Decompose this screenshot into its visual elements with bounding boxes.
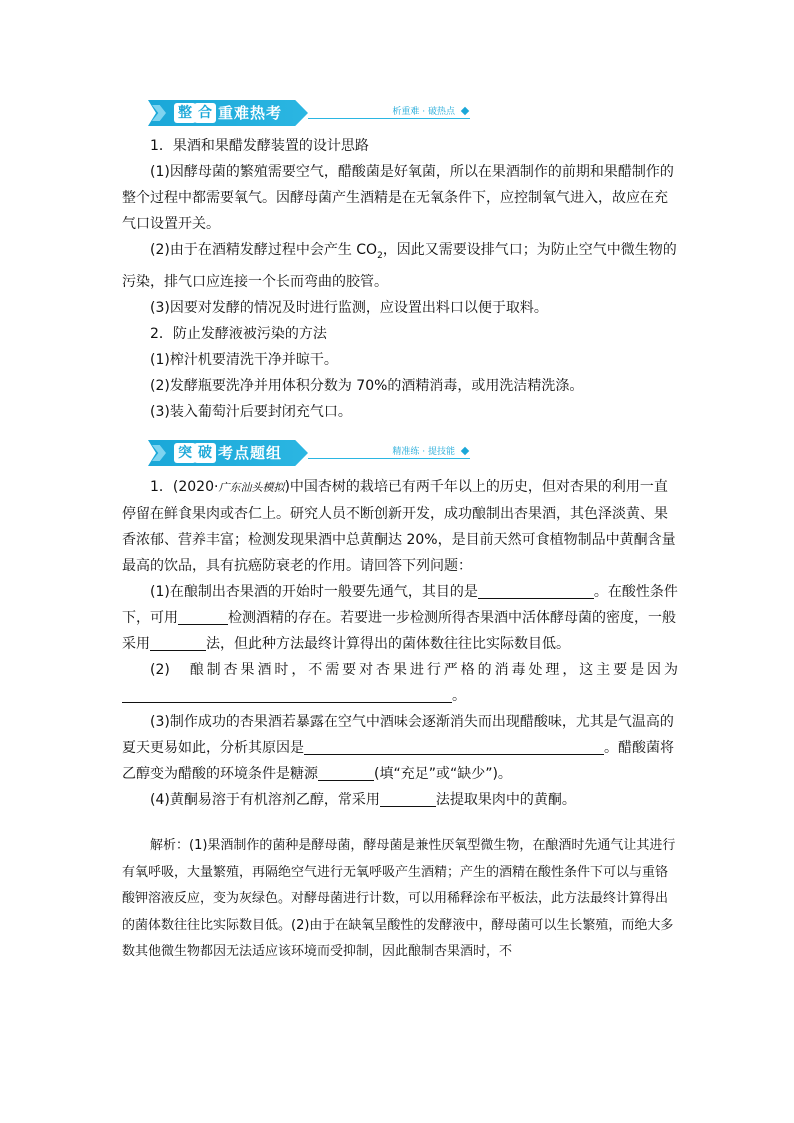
banner-char-1: 整 xyxy=(174,103,196,123)
question-part-4: (4)黄酮易溶于有机溶剂乙醇，常采用 法提取果肉中的黄酮。 xyxy=(122,787,678,813)
banner-char-1: 突 xyxy=(174,443,196,463)
answer-blank-7[interactable] xyxy=(380,789,436,807)
heading-1: 1．果酒和果醋发酵装置的设计思路 xyxy=(150,138,369,154)
paragraph-3: (3)因要对发酵的情况及时进行监测，应设置出料口以便于取料。 xyxy=(150,299,548,316)
question-part-2: (2) 酿制杏果酒时，不需要对杏果进行严格的消毒处理，这主要是因为 xyxy=(150,662,678,678)
banner-char-2: 破 xyxy=(194,443,216,463)
question-part-3: (3)制作成功的杏果酒若暴露在空气中酒味会逐渐消失而出现醋酸味，尤其是气温高的夏天更易如此，分析其原因是 。醋酸菌将乙醇变为醋酸的环境条件是糖源 (填“充足”或“缺少”)。 xyxy=(122,714,674,782)
banner-slogan: 析重难 · 破热点 xyxy=(389,106,458,118)
paragraph-5: (2)发酵瓶要洗净并用体积分数为 70%的酒精消毒，或用洗洁精洗涤。 xyxy=(150,377,584,394)
question-source: 广东汕头模拟 xyxy=(218,481,285,494)
answer-blank-2[interactable] xyxy=(178,607,228,625)
paragraph-2: (2)由于在酒精发酵过程中会产生 $CO_2$，因此又需要设排气口；为防止空气中微生物的污染，排气口应连接一个长而弯曲的胶管。 xyxy=(122,242,677,290)
question-stem: 1．(2020·广东汕头模拟)中国杏树的栽培已有两千年以上的历史，但对杏果的利用一直停留在鲜食果肉或杏仁上。研究人员不断创新开发，成功酿制出杏果酒，其色泽淡黄、果香浓郁、营养丰富；检测发现果酒中总黄酮达 20%，是目前天然可食植物制品中黄酮含量最高的饮品，具有抗癌防衰老的作用。请回答下列问题： xyxy=(122,479,676,574)
banner-rule xyxy=(308,458,470,459)
question-content xyxy=(122,474,678,813)
banner-title: 考点题组 xyxy=(218,444,283,462)
answer-blank-5[interactable] xyxy=(304,737,604,755)
paragraph-6: (3)装入葡萄汁后要封闭充气口。 xyxy=(150,403,352,420)
answer-blank-3[interactable] xyxy=(150,633,206,651)
key-points-content xyxy=(122,133,678,425)
question-part-1: (1)在酿制出杏果酒的开始时一般要先通气，其目的是 。在酸性条件下，可用 检测酒精的存在。若要进一步检测所得杏果酒中活体酵母菌的密度，一般采用 法，但此种方法最终计算得出的菌体数往往比实际数目低。 xyxy=(122,579,678,657)
answer-blank-1[interactable] xyxy=(478,581,594,599)
answer-blank-6[interactable] xyxy=(318,763,374,781)
banner-char-2: 合 xyxy=(194,103,216,123)
section-banner-key-points xyxy=(148,100,470,126)
analysis-content xyxy=(122,833,678,966)
banner-rule xyxy=(308,118,470,119)
diamond-icon xyxy=(461,447,469,455)
heading-2: 2．防止发酵液被污染的方法 xyxy=(150,325,327,342)
question-part-2-blank-line: 。 xyxy=(122,683,678,709)
banner-title: 重难热考 xyxy=(218,104,283,122)
answer-blank-4[interactable] xyxy=(122,685,452,703)
paragraph-1: (1)因酵母菌的繁殖需要空气，醋酸菌是好氧菌，所以在果酒制作的前期和果醋制作的整个过程中都需要氧气。因酵母菌产生酒精是在无氧条件下，应控制氧气进入，故应在充气口设置开关。 xyxy=(122,164,674,232)
section-banner-practice xyxy=(148,440,470,466)
paragraph-4: (1)榨汁机要清洗干净并晾干。 xyxy=(150,351,338,368)
diamond-icon xyxy=(461,107,469,115)
banner-slogan: 精准练 · 提技能 xyxy=(389,446,458,458)
analysis-text: 解析：(1)果酒制作的菌种是酵母菌，酵母菌是兼性厌氧型微生物，在酿酒时先通气让其进行有氧呼吸，大量繁殖，再隔绝空气进行无氧呼吸产生酒精；产生的酒精在酸性条件下可以与重铬酸钾溶液反应，变为灰绿色。对酵母菌进行计数，可以用稀释涂布平板法，此方法最终计算得出的菌体数往往比实际数目低。(2)由于在缺氧呈酸性的发酵液中，酵母菌可以生长繁殖，而绝大多数其他微生物都因无法适应该环境而受抑制，因此酿制杏果酒时，不 xyxy=(122,838,676,959)
